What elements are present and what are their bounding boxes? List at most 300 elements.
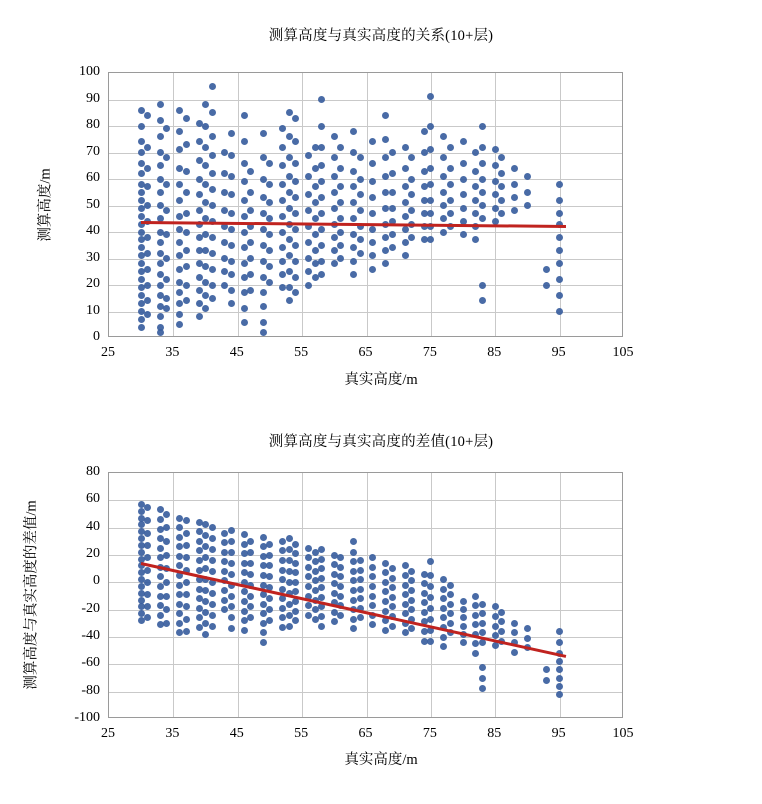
data-point	[556, 260, 563, 267]
data-point	[266, 160, 273, 167]
data-point	[292, 115, 299, 122]
data-point	[138, 229, 145, 236]
data-point	[511, 207, 518, 214]
data-point	[138, 170, 145, 177]
gridline-horizontal	[109, 528, 622, 529]
data-point	[524, 202, 531, 209]
data-point	[408, 154, 415, 161]
data-point	[241, 178, 248, 185]
data-point	[402, 226, 409, 233]
data-point	[408, 207, 415, 214]
y-tick-label: 0	[93, 573, 100, 589]
x-tick-label: 45	[229, 345, 244, 360]
data-point	[460, 598, 467, 605]
data-point	[292, 289, 299, 296]
gridline-vertical	[238, 473, 239, 717]
data-point	[209, 524, 216, 531]
data-point	[144, 202, 151, 209]
data-point	[228, 258, 235, 265]
data-point	[556, 181, 563, 188]
data-point	[279, 125, 286, 132]
data-point	[228, 226, 235, 233]
data-point	[144, 567, 151, 574]
data-point	[556, 308, 563, 315]
data-point	[144, 266, 151, 273]
data-point	[144, 165, 151, 172]
data-point	[408, 577, 415, 584]
data-point	[292, 541, 299, 548]
gridline-horizontal	[109, 259, 622, 260]
data-point	[556, 247, 563, 254]
data-point	[479, 664, 486, 671]
data-point	[447, 601, 454, 608]
y-tick-label: 60	[86, 170, 100, 185]
data-point	[357, 576, 364, 583]
data-point	[556, 276, 563, 283]
data-point	[305, 564, 312, 571]
data-point	[279, 144, 286, 151]
data-point	[318, 556, 325, 563]
data-point	[209, 202, 216, 209]
data-point	[241, 608, 248, 615]
data-point	[260, 639, 267, 646]
data-point	[511, 165, 518, 172]
data-point	[511, 181, 518, 188]
data-point	[402, 144, 409, 151]
data-point	[369, 138, 376, 145]
data-point	[440, 614, 447, 621]
data-point	[402, 252, 409, 259]
data-point	[331, 189, 338, 196]
gridline-vertical	[302, 73, 303, 336]
data-point	[357, 567, 364, 574]
data-point	[382, 260, 389, 267]
data-point	[447, 610, 454, 617]
data-point	[479, 160, 486, 167]
data-point	[318, 594, 325, 601]
data-point	[247, 614, 254, 621]
data-point	[472, 210, 479, 217]
data-point	[138, 149, 145, 156]
data-point	[176, 181, 183, 188]
data-point	[408, 234, 415, 241]
data-point	[350, 215, 357, 222]
data-point	[408, 597, 415, 604]
data-point	[350, 549, 357, 556]
data-point	[138, 260, 145, 267]
data-point	[337, 583, 344, 590]
data-point	[209, 282, 216, 289]
y-tick-label: -100	[74, 710, 100, 725]
data-point	[479, 176, 486, 183]
data-point	[440, 189, 447, 196]
data-point	[228, 560, 235, 567]
data-point	[144, 614, 151, 621]
data-point	[556, 292, 563, 299]
data-point	[421, 128, 428, 135]
data-point	[144, 250, 151, 257]
data-point	[196, 313, 203, 320]
data-point	[408, 587, 415, 594]
gridline-horizontal	[109, 500, 622, 501]
data-point	[176, 524, 183, 531]
data-point	[511, 649, 518, 656]
data-point	[369, 239, 376, 246]
data-point	[176, 107, 183, 114]
data-point	[247, 189, 254, 196]
data-point	[209, 535, 216, 542]
data-point	[209, 601, 216, 608]
data-point	[357, 207, 364, 214]
data-point	[241, 531, 248, 538]
data-point	[183, 229, 190, 236]
data-point	[318, 162, 325, 169]
x-tick-label: 35	[165, 345, 180, 360]
data-point	[209, 170, 216, 177]
data-point	[260, 289, 267, 296]
data-point	[427, 572, 434, 579]
data-point	[196, 191, 203, 198]
data-point	[176, 620, 183, 627]
y-tick-label: 50	[86, 196, 100, 212]
data-point	[369, 210, 376, 217]
data-point	[389, 594, 396, 601]
data-point	[556, 628, 563, 635]
data-point	[318, 584, 325, 591]
gridline-vertical	[495, 473, 496, 717]
gridline-vertical	[238, 73, 239, 336]
gridline-vertical	[173, 73, 174, 336]
data-point	[472, 593, 479, 600]
plot-area-top	[108, 72, 623, 337]
data-point	[266, 606, 273, 613]
x-tick-label: 105	[612, 345, 634, 360]
data-point	[389, 244, 396, 251]
data-point	[247, 571, 254, 578]
data-point	[337, 144, 344, 151]
data-point	[318, 623, 325, 630]
data-point	[305, 602, 312, 609]
data-point	[498, 170, 505, 177]
data-point	[331, 247, 338, 254]
data-point	[460, 160, 467, 167]
data-point	[292, 560, 299, 567]
data-point	[305, 282, 312, 289]
data-point	[292, 258, 299, 265]
data-point	[440, 215, 447, 222]
data-point	[144, 144, 151, 151]
data-point	[286, 268, 293, 275]
data-point	[209, 186, 216, 193]
data-point	[369, 160, 376, 167]
data-point	[427, 165, 434, 172]
data-point	[511, 629, 518, 636]
data-point	[163, 524, 170, 531]
y-axis-title-bottom: 测算高度与真实高度的差值/m	[23, 500, 40, 690]
x-tick-label: 65	[358, 726, 373, 741]
data-point	[440, 229, 447, 236]
y-tick-label: 10	[86, 302, 100, 318]
data-point	[318, 178, 325, 185]
y-tick-label: 30	[86, 249, 100, 265]
data-point	[279, 213, 286, 220]
chart-title-top: 测算高度与真实高度的关系(10+层)	[268, 28, 494, 44]
data-point	[163, 231, 170, 238]
x-tick-label: 45	[229, 726, 244, 741]
data-point	[350, 149, 357, 156]
data-point	[183, 247, 190, 254]
data-point	[318, 144, 325, 151]
data-point	[447, 181, 454, 188]
data-point	[183, 616, 190, 623]
gridline-horizontal	[109, 179, 622, 180]
data-point	[183, 282, 190, 289]
data-point	[183, 579, 190, 586]
data-point	[183, 554, 190, 561]
data-point	[350, 168, 357, 175]
data-point	[144, 542, 151, 549]
y-tick-label: -40	[81, 628, 100, 643]
data-point	[318, 242, 325, 249]
data-point	[305, 173, 312, 180]
data-point	[318, 546, 325, 553]
data-point	[369, 554, 376, 561]
data-point	[331, 205, 338, 212]
x-tick-label: 85	[487, 345, 502, 360]
data-point	[479, 282, 486, 289]
data-point	[209, 568, 216, 575]
data-point	[241, 138, 248, 145]
data-point	[183, 141, 190, 148]
data-point	[209, 266, 216, 273]
data-point	[163, 620, 170, 627]
data-point	[479, 215, 486, 222]
data-point	[279, 605, 286, 612]
data-point	[286, 623, 293, 630]
data-point	[479, 601, 486, 608]
data-point	[286, 109, 293, 116]
gridline-vertical	[431, 73, 432, 336]
data-point	[524, 625, 531, 632]
data-point	[492, 191, 499, 198]
data-point	[460, 231, 467, 238]
data-point	[144, 504, 151, 511]
data-point	[260, 319, 267, 326]
x-tick-label: 95	[551, 726, 566, 741]
data-point	[241, 112, 248, 119]
x-tick-label: 75	[422, 345, 437, 360]
data-point	[305, 207, 312, 214]
data-point	[279, 162, 286, 169]
data-point	[292, 138, 299, 145]
data-point	[427, 594, 434, 601]
data-point	[337, 242, 344, 249]
data-point	[402, 199, 409, 206]
data-point	[292, 579, 299, 586]
data-point	[138, 189, 145, 196]
gridline-horizontal	[109, 692, 622, 693]
data-point	[228, 271, 235, 278]
data-point	[556, 210, 563, 217]
data-point	[472, 650, 479, 657]
data-point	[402, 239, 409, 246]
data-point	[196, 176, 203, 183]
data-point	[408, 191, 415, 198]
data-point	[427, 558, 434, 565]
data-point	[163, 552, 170, 559]
data-point	[556, 639, 563, 646]
data-point	[543, 282, 550, 289]
data-point	[241, 160, 248, 167]
data-point	[183, 542, 190, 549]
data-point	[247, 271, 254, 278]
data-point	[389, 189, 396, 196]
data-point	[260, 629, 267, 636]
data-point	[138, 123, 145, 130]
data-point	[337, 554, 344, 561]
gridline-vertical	[367, 473, 368, 717]
plot-area-bottom	[108, 472, 623, 718]
data-point	[479, 189, 486, 196]
data-point	[163, 593, 170, 600]
data-point	[460, 138, 467, 145]
data-point	[157, 101, 164, 108]
data-point	[196, 547, 203, 554]
data-point	[163, 154, 170, 161]
data-point	[305, 583, 312, 590]
data-point	[266, 181, 273, 188]
data-point	[369, 178, 376, 185]
data-point	[157, 612, 164, 619]
y-tick-label: 90	[86, 90, 100, 106]
data-point	[163, 295, 170, 302]
data-point	[157, 313, 164, 320]
data-point	[389, 231, 396, 238]
data-point	[266, 562, 273, 569]
data-point	[183, 591, 190, 598]
data-point	[157, 516, 164, 523]
data-point	[556, 666, 563, 673]
data-point	[556, 197, 563, 204]
data-point	[337, 564, 344, 571]
data-point	[389, 565, 396, 572]
data-point	[498, 628, 505, 635]
data-point	[511, 194, 518, 201]
gridline-vertical	[367, 73, 368, 336]
data-point	[241, 213, 248, 220]
x-tick-label: 25	[101, 726, 115, 741]
data-point	[337, 255, 344, 262]
data-point	[266, 231, 273, 238]
data-point	[498, 154, 505, 161]
y-axis-title-top: 测算高度/m	[37, 168, 54, 242]
data-point	[247, 593, 254, 600]
data-point	[266, 552, 273, 559]
data-point	[440, 202, 447, 209]
data-point	[202, 101, 209, 108]
data-point	[260, 329, 267, 336]
data-point	[138, 138, 145, 145]
data-point	[247, 538, 254, 545]
gridline-vertical	[302, 473, 303, 717]
data-point	[209, 133, 216, 140]
data-point	[331, 154, 338, 161]
data-point	[228, 130, 235, 137]
data-point	[241, 260, 248, 267]
data-point	[382, 608, 389, 615]
data-point	[427, 210, 434, 217]
data-point	[312, 231, 319, 238]
data-point	[472, 236, 479, 243]
data-point	[440, 634, 447, 641]
data-point	[247, 255, 254, 262]
data-point	[266, 573, 273, 580]
data-point	[163, 181, 170, 188]
data-point	[389, 205, 396, 212]
data-point	[292, 274, 299, 281]
data-point	[427, 123, 434, 130]
data-point	[176, 311, 183, 318]
data-point	[331, 133, 338, 140]
data-point	[138, 276, 145, 283]
data-point	[312, 247, 319, 254]
data-point	[369, 621, 376, 628]
data-point	[266, 247, 273, 254]
data-point	[331, 260, 338, 267]
x-tick-label: 85	[487, 726, 502, 741]
data-point	[183, 297, 190, 304]
data-point	[447, 165, 454, 172]
data-point	[472, 168, 479, 175]
data-point	[408, 625, 415, 632]
data-point	[460, 639, 467, 646]
data-point	[382, 579, 389, 586]
data-point	[176, 321, 183, 328]
data-point	[382, 588, 389, 595]
data-point	[241, 229, 248, 236]
gridline-horizontal	[109, 100, 622, 101]
data-point	[196, 207, 203, 214]
y-tick-label: -80	[81, 682, 100, 698]
data-point	[389, 575, 396, 582]
data-point	[382, 136, 389, 143]
data-point	[350, 244, 357, 251]
x-axis-title-bottom: 真实高度/m	[344, 752, 418, 768]
data-point	[163, 511, 170, 518]
x-tick-label: 105	[612, 726, 634, 741]
data-point	[402, 629, 409, 636]
data-point	[279, 181, 286, 188]
data-point	[498, 618, 505, 625]
data-point	[228, 538, 235, 545]
data-point	[350, 271, 357, 278]
data-point	[144, 554, 151, 561]
y-tick-label: 100	[79, 64, 100, 79]
gridline-vertical	[173, 473, 174, 717]
data-point	[357, 154, 364, 161]
data-point	[163, 207, 170, 214]
data-point	[447, 620, 454, 627]
data-point	[440, 586, 447, 593]
data-point	[337, 612, 344, 619]
data-point	[292, 226, 299, 233]
data-point	[183, 189, 190, 196]
y-tick-label: -60	[81, 655, 100, 671]
data-point	[337, 165, 344, 172]
data-point	[144, 530, 151, 537]
data-point	[157, 189, 164, 196]
data-point	[266, 595, 273, 602]
